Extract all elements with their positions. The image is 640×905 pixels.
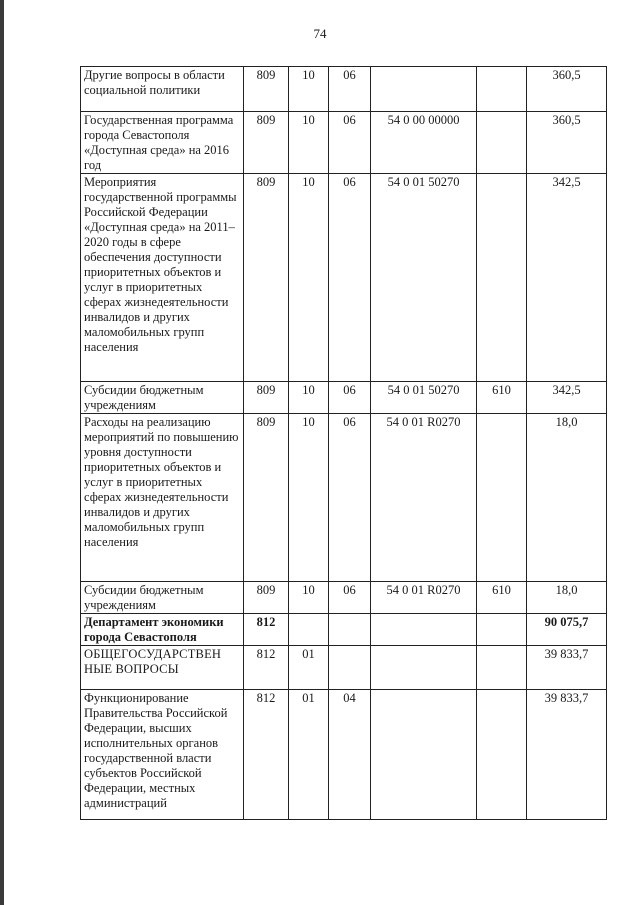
row-csr: 54 0 01 R0270 — [371, 582, 477, 614]
table-row — [81, 690, 607, 820]
row-ved: 809 — [244, 382, 289, 414]
row-rz: 10 — [289, 67, 329, 112]
row-name: Департамент экономики города Севастополя — [81, 614, 244, 646]
row-sum: 342,5 — [527, 174, 607, 382]
scan-left-edge — [0, 0, 4, 905]
row-vr — [477, 614, 527, 646]
table-row — [81, 382, 607, 414]
row-pr: 06 — [329, 582, 371, 614]
row-rz: 10 — [289, 112, 329, 174]
row-sum: 39 833,7 — [527, 646, 607, 690]
row-ved: 812 — [244, 614, 289, 646]
row-ved: 809 — [244, 414, 289, 582]
row-vr — [477, 112, 527, 174]
row-pr: 04 — [329, 690, 371, 820]
row-vr: 610 — [477, 382, 527, 414]
row-rz: 01 — [289, 690, 329, 820]
row-ved: 812 — [244, 690, 289, 820]
row-csr — [371, 67, 477, 112]
row-csr: 54 0 01 50270 — [371, 174, 477, 382]
row-name: Мероприятия государственной программы Российской Федерации «Доступная среда» на 2011–2020 годы в сфере обеспечения доступности приоритетных объектов и услуг в приоритетных сферах жизнедеятельности инвалидов и других маломобильных групп населения — [81, 174, 244, 382]
row-name: Функционирование Правительства Российской Федерации, высших исполнительных органов государственной власти субъектов Российской Федерации, местных администраций — [81, 690, 244, 820]
row-vr — [477, 690, 527, 820]
row-ved: 812 — [244, 646, 289, 690]
row-sum: 342,5 — [527, 382, 607, 414]
row-vr: 610 — [477, 582, 527, 614]
row-ved: 809 — [244, 174, 289, 382]
row-pr — [329, 646, 371, 690]
table-row — [81, 67, 607, 112]
row-rz: 10 — [289, 382, 329, 414]
table-row — [81, 646, 607, 690]
table-row — [81, 614, 607, 646]
row-name: Государственная программа города Севастополя «Доступная среда» на 2016 год — [81, 112, 244, 174]
row-rz: 10 — [289, 582, 329, 614]
row-sum: 39 833,7 — [527, 690, 607, 820]
row-rz: 10 — [289, 414, 329, 582]
row-vr — [477, 67, 527, 112]
row-vr — [477, 414, 527, 582]
row-rz: 10 — [289, 174, 329, 382]
row-csr: 54 0 01 50270 — [371, 382, 477, 414]
row-vr — [477, 646, 527, 690]
row-sum: 360,5 — [527, 112, 607, 174]
table-row — [81, 174, 607, 382]
row-rz: 01 — [289, 646, 329, 690]
row-name: ОБЩЕГОСУДАРСТВЕН НЫЕ ВОПРОСЫ — [81, 646, 244, 690]
row-pr: 06 — [329, 382, 371, 414]
row-rz — [289, 614, 329, 646]
row-pr: 06 — [329, 112, 371, 174]
row-sum: 90 075,7 — [527, 614, 607, 646]
row-sum: 18,0 — [527, 582, 607, 614]
row-ved: 809 — [244, 67, 289, 112]
row-vr — [477, 174, 527, 382]
row-csr — [371, 614, 477, 646]
row-pr — [329, 614, 371, 646]
row-ved: 809 — [244, 582, 289, 614]
row-name: Субсидии бюджетным учреждениям — [81, 382, 244, 414]
page-number: 74 — [313, 26, 327, 41]
row-csr: 54 0 01 R0270 — [371, 414, 477, 582]
row-pr: 06 — [329, 67, 371, 112]
budget-table — [80, 66, 607, 820]
table-row — [81, 414, 607, 582]
table-row — [81, 112, 607, 174]
row-name: Расходы на реализацию мероприятий по повышению уровня доступности приоритетных объектов и услуг в приоритетных сферах жизнедеятельности инвалидов и других маломобильных групп населения — [81, 414, 244, 582]
table-row — [81, 582, 607, 614]
row-csr — [371, 646, 477, 690]
row-ved: 809 — [244, 112, 289, 174]
row-csr: 54 0 00 00000 — [371, 112, 477, 174]
row-sum: 360,5 — [527, 67, 607, 112]
row-pr: 06 — [329, 414, 371, 582]
row-pr: 06 — [329, 174, 371, 382]
row-sum: 18,0 — [527, 414, 607, 582]
row-csr — [371, 690, 477, 820]
row-name: Другие вопросы в области социальной политики — [81, 67, 244, 112]
row-name: Субсидии бюджетным учреждениям — [81, 582, 244, 614]
